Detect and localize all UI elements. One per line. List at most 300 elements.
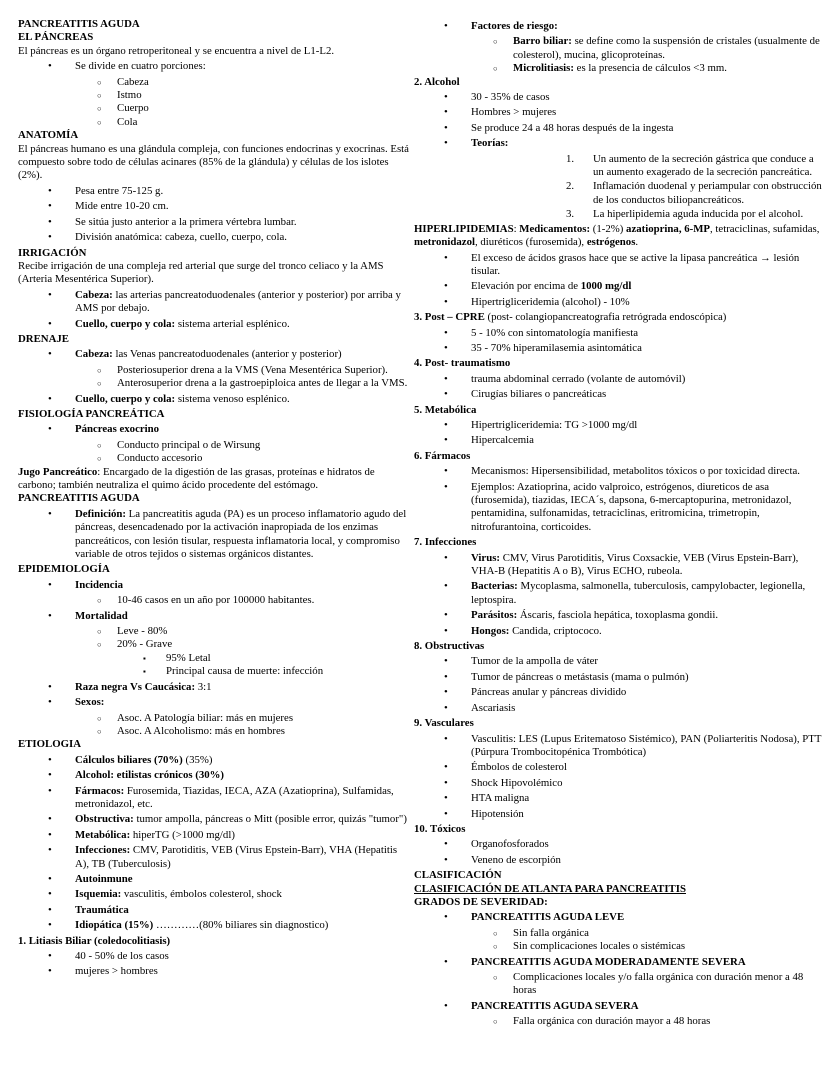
text-run: trauma abdominal cerrado (volante de automóvil) (471, 372, 686, 385)
text-run: Idiopática (15%) (75, 919, 154, 932)
sub-bullet-item (18, 725, 412, 738)
bullet-icon: • (48, 888, 52, 901)
bullet-item (414, 122, 822, 135)
text-run: HTA maligna (471, 792, 530, 805)
circle-bullet-icon: ○ (97, 91, 102, 101)
section-heading (414, 869, 822, 882)
text-run: Cálculos biliares (70%) (75, 753, 183, 766)
text-run: (post- colangiopancreatografia retrógrada endoscópica) (484, 311, 727, 324)
text-run: Conducto accesorio (117, 452, 203, 465)
bullet-item (18, 844, 412, 871)
bullet-icon: • (444, 106, 448, 119)
section-heading (18, 129, 412, 142)
section-heading (18, 935, 412, 948)
numbered-item (414, 208, 822, 221)
sub-sub-bullet-item (18, 652, 412, 665)
bullet-item (414, 580, 822, 607)
bullet-icon: • (48, 680, 52, 693)
bullet-icon: • (444, 955, 448, 968)
circle-bullet-icon: ○ (97, 365, 102, 375)
bullet-item (18, 919, 412, 932)
text-run: Hipertrigliceridemia (alcohol) - 10% (471, 295, 630, 308)
text-run: Vasculitis: LES (Lupus Eritematoso Sistémico), PAN (Poliarteritis Nodosa), PTT (Púrpura Trombocitopénica Trombótica) (471, 732, 822, 758)
text-run: Virus: (471, 551, 500, 564)
sub-bullet-item (18, 638, 412, 651)
text-run: Cabeza: (75, 288, 113, 301)
bullet-item (18, 231, 412, 244)
text-run: (35%) (182, 753, 213, 766)
circle-bullet-icon: ○ (97, 454, 102, 464)
text-run: 3:1 (195, 680, 212, 693)
text-run: El exceso de ácidos grasos hace que se active la lipasa pancreática → lesión tisular. (471, 251, 800, 277)
text-run: 1000 mg/dl (580, 280, 632, 293)
text-run: metronidazol (414, 236, 475, 249)
text-run: Raza negra Vs Caucásica: (75, 680, 196, 693)
text-run: Autoinmune (75, 872, 133, 885)
text-run: Elevación por encima de (471, 280, 581, 293)
section-heading (414, 640, 822, 653)
bullet-item (414, 327, 822, 340)
text-run: 20% - Grave (117, 638, 173, 651)
text-run: Teorías: (471, 137, 509, 150)
bullet-icon: • (48, 507, 52, 520)
text-run: Sexos: (75, 696, 105, 709)
bullet-icon: • (444, 280, 448, 293)
text-run: 2. Alcohol (414, 75, 460, 88)
section-heading (18, 738, 412, 751)
bullet-item (414, 956, 822, 969)
bullet-icon: • (444, 701, 448, 714)
bullet-item (414, 609, 822, 622)
text-run: 3. Post – CPRE (414, 311, 485, 324)
bullet-icon: • (48, 184, 52, 197)
paragraph (414, 223, 822, 250)
text-run: hiperTG (>1000 mg/dl) (130, 828, 235, 841)
text-run: ETIOLOGIA (18, 738, 81, 751)
sub-bullet-item (414, 940, 822, 953)
text-run: Principal causa de muerte: infección (166, 665, 324, 678)
bullet-icon: • (444, 999, 448, 1012)
text-run: 7. Infecciones (414, 536, 477, 549)
bullet-icon: • (444, 251, 448, 264)
text-run: 1. Litiasis Biliar (coledocolitiasis) (18, 934, 171, 947)
text-run: PANCREATITIS AGUDA (18, 18, 140, 30)
text-run: La pancreatitis aguda (PA) es un proceso inflamatorio agudo del páncreas, desencadenado por la activación inapropiada de los enzimas pancreáticos, con lesión tisular, respuesta inflamatoria local, y compromiso variable de otros tejidos o sistemas orgánicos distantes. (75, 507, 407, 561)
bullet-item (414, 733, 822, 760)
bullet-icon: • (444, 609, 448, 622)
text-run: Definición: (75, 507, 126, 520)
text-run: Tumor de páncreas o metástasis (mama o pulmón) (471, 670, 689, 683)
section-heading (414, 823, 822, 836)
number-label: 1. (566, 152, 575, 165)
section-heading (414, 76, 822, 89)
text-run: 95% Letal (166, 651, 211, 664)
text-run: Asoc. A Patología biliar: más en mujeres (117, 711, 294, 724)
circle-bullet-icon: ○ (97, 77, 102, 87)
sub-bullet-item (18, 89, 412, 102)
bullet-item (18, 696, 412, 709)
text-run: El páncreas es un órgano retroperitoneal y se encuentra a nivel de L1-L2. (18, 44, 335, 57)
bullet-icon: • (48, 753, 52, 766)
bullet-icon: • (444, 911, 448, 924)
text-run: azatioprina, 6-MP (626, 222, 711, 235)
text-run: Cola (117, 115, 138, 128)
bullet-item (414, 342, 822, 355)
text-run: Ejemplos: Azatioprina, acido valproico, estrógenos, diureticos de asa (furosemida), tiazidas, IECA´s, dapsona, 6-mercaptopurina, metronidazol, pentamidina, sulfonamidas, tetraciclinas, eritromicina, trimetropin, nitrofurantoina, corticoides. (471, 480, 792, 533)
bullet-icon: • (444, 91, 448, 104)
text-run: sistema arterial esplénico. (175, 317, 290, 330)
text-run: Cabeza: (75, 348, 113, 361)
bullet-item (414, 20, 822, 33)
bullet-icon: • (48, 317, 52, 330)
text-run: Sin complicaciones locales o sistémicas (513, 940, 686, 953)
text-run: DRENAJE (18, 332, 69, 345)
paragraph (18, 466, 412, 493)
bullet-item (414, 671, 822, 684)
bullet-item (18, 289, 412, 316)
text-run: Infecciones: (75, 844, 131, 857)
text-run: es la presencia de cálculos <3 mm. (573, 62, 727, 75)
circle-bullet-icon: ○ (493, 973, 498, 982)
bullet-icon: • (444, 776, 448, 789)
bullet-item (18, 754, 412, 767)
section-heading (414, 450, 822, 463)
circle-bullet-icon: ○ (97, 596, 102, 606)
circle-bullet-icon: ○ (97, 640, 102, 650)
bullet-icon: • (444, 295, 448, 308)
bullet-item (414, 465, 822, 478)
text-run: Cuello, cuerpo y cola: (75, 317, 176, 330)
bullet-icon: • (48, 423, 52, 436)
document-column-right (414, 18, 822, 1071)
bullet-item (414, 552, 822, 579)
bullet-icon: • (48, 288, 52, 301)
bullet-item (18, 60, 412, 73)
text-run: las Venas pancreatoduodenales (anterior y posterior) (112, 348, 342, 361)
bullet-icon: • (48, 903, 52, 916)
text-run: Fármacos: (75, 784, 125, 797)
bullet-item (414, 91, 822, 104)
text-run: Veneno de escorpión (471, 853, 561, 866)
bullet-icon: • (48, 965, 52, 978)
text-run: Cirugías biliares o pancreáticas (471, 388, 607, 401)
text-run: Cuerpo (117, 102, 149, 115)
section-heading (414, 883, 822, 896)
circle-bullet-icon: ○ (97, 440, 102, 450)
bullet-item (18, 610, 412, 623)
bullet-icon: • (48, 919, 52, 932)
bullet-icon: • (48, 392, 52, 405)
text-run: Incidencia (75, 578, 123, 591)
bullet-item (414, 419, 822, 432)
bullet-icon: • (444, 372, 448, 385)
text-run: PANCREATITIS AGUDA LEVE (471, 911, 625, 924)
sub-bullet-item (414, 971, 822, 998)
text-run: IRRIGACIÓN (18, 246, 87, 259)
bullet-item (18, 200, 412, 213)
text-run: …………(80% biliares sin diagnostico) (153, 919, 329, 932)
paragraph (18, 45, 412, 58)
bullet-item (414, 854, 822, 867)
bullet-icon: • (48, 609, 52, 622)
bullet-icon: • (444, 761, 448, 774)
sub-bullet-item (18, 116, 412, 129)
bullet-item (18, 769, 412, 782)
text-run: Bacterias: (471, 580, 518, 593)
sub-bullet-item (18, 439, 412, 452)
text-run: : Encargado de la digestión de las grasas, proteínas e hidratos de carbono; también neutraliza el quimo ácido procedente del estómago. (18, 465, 375, 491)
circle-bullet-icon: ○ (97, 117, 102, 127)
bullet-icon: • (48, 784, 52, 797)
text-run: Hipercalcemia (471, 434, 534, 447)
text-run: Se divide en cuatro porciones: (75, 60, 206, 73)
text-run: Complicaciones locales y/o falla orgánica con duración menor a 48 horas (513, 971, 804, 997)
text-run: Hipertrigliceridemia: TG >1000 mg/dl (471, 418, 638, 431)
text-run: sistema venoso esplénico. (175, 392, 290, 405)
bullet-item (18, 904, 412, 917)
square-bullet-icon: ▪ (143, 653, 146, 663)
text-run: mujeres > hombres (75, 965, 158, 978)
sub-bullet-item (18, 625, 412, 638)
text-run: Recibe irrigación de una compleja red arterial que surge del tronco celiaco y la AMS (Arteria Mesentérica Superior). (18, 259, 384, 286)
paragraph (18, 260, 412, 287)
bullet-icon: • (444, 20, 448, 32)
bullet-icon: • (444, 807, 448, 820)
sub-bullet-item (414, 927, 822, 940)
text-run: Tumor de la ampolla de váter (471, 655, 599, 668)
text-run: 4. Post- traumatismo (414, 357, 511, 370)
bullet-item (414, 702, 822, 715)
sub-bullet-item (18, 712, 412, 725)
circle-bullet-icon: ○ (97, 379, 102, 389)
bullet-item (414, 373, 822, 386)
circle-bullet-icon: ○ (97, 104, 102, 114)
document-column-left (18, 18, 414, 1071)
bullet-icon: • (444, 655, 448, 668)
text-run: Organofosforados (471, 838, 549, 851)
section-heading (18, 333, 412, 346)
bullet-icon: • (48, 844, 52, 857)
text-run: 8. Obstructivas (414, 640, 485, 653)
bullet-icon: • (48, 950, 52, 962)
bullet-item (414, 434, 822, 447)
bullet-icon: • (48, 769, 52, 782)
text-run: 5 - 10% con sintomatología manifiesta (471, 326, 639, 339)
bullet-icon: • (444, 853, 448, 866)
text-run: 35 - 70% hiperamilasemia asintomática (471, 341, 642, 354)
text-run: estrógenos (586, 236, 636, 249)
bullet-item (18, 888, 412, 901)
bullet-icon: • (48, 696, 52, 709)
section-heading (18, 247, 412, 260)
text-run: Mycoplasma, salmonella, tuberculosis, campylobacter, legionella, leptospira. (471, 580, 806, 606)
text-run: Microlitiasis: (513, 62, 574, 75)
text-run: HIPERLIPIDEMIAS (414, 222, 514, 235)
bullet-icon: • (444, 624, 448, 637)
text-run: . (635, 236, 639, 249)
text-run: 9. Vasculares (414, 717, 474, 730)
text-run: Cuello, cuerpo y cola: (75, 392, 176, 405)
text-run: las arterias pancreatoduodenales (anterior y posterior) por arriba y AMS por debajo. (75, 288, 401, 315)
section-heading (18, 31, 412, 44)
text-run: 6. Fármacos (414, 449, 471, 462)
bullet-item (414, 252, 822, 279)
bullet-item (414, 106, 822, 119)
text-run: Ascariasis (471, 701, 516, 714)
text-run: CMV, Virus Parotiditis, Virus Coxsackie, VEB (Virus Epstein-Barr), VHA-B (Hepatitis A o B), Virus ECHO, rubeola. (471, 551, 799, 578)
circle-bullet-icon: ○ (97, 726, 102, 736)
text-run: vasculitis, émbolos colesterol, shock (121, 888, 282, 901)
text-run: Obstructiva: (75, 813, 134, 826)
bullet-icon: • (444, 480, 448, 493)
bullet-item (414, 280, 822, 293)
text-run: Mide entre 10-20 cm. (75, 200, 169, 213)
text-run: FISIOLOGÍA PANCREÁTICA (18, 407, 165, 420)
circle-bullet-icon: ○ (493, 1017, 498, 1027)
bullet-item (414, 808, 822, 821)
bullet-item (18, 950, 412, 963)
bullet-item (414, 911, 822, 924)
sub-bullet-item (18, 364, 412, 377)
bullet-item (414, 655, 822, 668)
circle-bullet-icon: ○ (97, 713, 102, 723)
bullet-item (414, 388, 822, 401)
text-run: , diuréticos (furosemida), (474, 236, 587, 249)
sub-bullet-item (18, 594, 412, 607)
square-bullet-icon: ▪ (143, 667, 146, 677)
text-run: Furosemida, Tiazidas, IECA, AZA (Azatioprina), Sulfamidas, metronidazol, etc. (75, 784, 394, 810)
numbered-item (414, 180, 822, 207)
text-run: El páncreas humano es una glándula compleja, con funciones endocrinas y exocrinas. Está compuesto sobre todo de células acinares (85% de la glándula) y células de los islotes (2%). (18, 142, 409, 182)
bullet-item (18, 348, 412, 361)
sub-bullet-item (18, 377, 412, 390)
bullet-item (18, 423, 412, 436)
text-run: Cabeza (117, 75, 149, 88)
text-run: 10-46 casos en un año por 100000 habitantes. (117, 594, 315, 607)
circle-bullet-icon: ○ (493, 64, 498, 74)
number-label: 3. (566, 208, 575, 221)
text-run: Istmo (117, 89, 142, 102)
section-heading (414, 311, 822, 324)
bullet-icon: • (48, 348, 52, 361)
bullet-item (18, 318, 412, 331)
bullet-icon: • (48, 828, 52, 841)
sub-bullet-item (18, 76, 412, 89)
bullet-icon: • (444, 418, 448, 431)
circle-bullet-icon: ○ (493, 37, 498, 47)
text-run: La hiperlipidemia aguda inducida por el alcohol. (593, 208, 804, 221)
number-label: 2. (566, 180, 575, 193)
text-run: 10. Tóxicos (414, 822, 466, 835)
text-run: Inflamación duodenal y periampular con obstrucción de los conductos biliopancreáticos. (593, 180, 822, 206)
bullet-item (414, 838, 822, 851)
section-heading (414, 717, 822, 730)
text-run: Hombres > mujeres (471, 106, 557, 119)
text-run: Mortalidad (75, 609, 128, 622)
text-run: 30 - 35% de casos (471, 91, 550, 104)
bullet-item (18, 873, 412, 886)
text-run: PANCREATITIS AGUDA SEVERA (471, 999, 639, 1012)
bullet-icon: • (444, 121, 448, 134)
text-run: Jugo Pancreático (18, 465, 98, 478)
text-run: Isquemia: (75, 888, 122, 901)
section-heading (18, 492, 412, 505)
text-run: Páncreas anular y páncreas dividido (471, 686, 627, 699)
text-run: Barro biliar: (513, 35, 572, 48)
text-run: Posteriosuperior drena a la VMS (Vena Mesentérica Superior). (117, 363, 388, 376)
bullet-icon: • (444, 341, 448, 354)
bullet-icon: • (48, 231, 52, 244)
text-run: PANCREATITIS AGUDA MODERADAMENTE SEVERA (471, 955, 746, 968)
bullet-item (18, 216, 412, 229)
text-run: Áscaris, fasciola hepática, toxoplasma gondii. (517, 609, 719, 622)
text-run: ANATOMÍA (18, 129, 79, 142)
bullet-item (18, 185, 412, 198)
bullet-icon: • (444, 792, 448, 805)
bullet-item (414, 761, 822, 774)
section-heading (414, 896, 822, 909)
text-run: Metabólica: (75, 828, 131, 841)
text-run: Shock Hipovolémico (471, 776, 563, 789)
text-run: EL PÁNCREAS (18, 31, 94, 44)
bullet-item (18, 393, 412, 406)
section-heading (414, 404, 822, 417)
bullet-icon: • (48, 872, 52, 885)
text-run: Anterosuperior drena a la gastroepiploica antes de llegar a la VMS. (117, 377, 408, 390)
text-run: Falla orgánica con duración mayor a 48 horas (513, 1015, 711, 1028)
bullet-icon: • (48, 215, 52, 228)
text-run: División anatómica: cabeza, cuello, cuerpo, cola. (75, 231, 287, 244)
text-run: Sin falla orgánica (513, 926, 589, 939)
sub-bullet-item (18, 452, 412, 465)
text-run: Páncreas exocrino (75, 423, 160, 436)
text-run: , tetraciclinas, sufamidas, (710, 222, 820, 235)
bullet-item (18, 681, 412, 694)
text-run: GRADOS DE SEVERIDAD: (414, 895, 548, 908)
text-run: Parásitos: (471, 609, 518, 622)
circle-bullet-icon: ○ (493, 928, 498, 938)
paragraph (18, 143, 412, 183)
text-run: EPIDEMIOLOGÍA (18, 563, 110, 576)
section-heading (414, 536, 822, 549)
text-run: Se sitúa justo anterior a la primera vértebra lumbar. (75, 215, 297, 228)
bullet-item (414, 481, 822, 535)
text-run: CLASIFICACIÓN DE ATLANTA PARA PANCREATITIS (414, 882, 686, 895)
bullet-item (18, 829, 412, 842)
circle-bullet-icon: ○ (493, 942, 498, 952)
sub-bullet-item (414, 35, 822, 62)
bullet-icon: • (444, 580, 448, 593)
section-heading (18, 18, 412, 31)
bullet-item (414, 1000, 822, 1013)
circle-bullet-icon: ○ (97, 627, 102, 637)
text-run: Émbolos de colesterol (471, 761, 567, 774)
bullet-icon: • (444, 551, 448, 564)
text-run: Factores de riesgo: (471, 20, 558, 32)
bullet-icon: • (444, 670, 448, 683)
bullet-item (414, 625, 822, 638)
bullet-item (18, 579, 412, 592)
text-run: CMV, Parotiditis, VEB (Virus Epstein-Barr), VHA (Hepatitis A), TB (Tuberculosis) (75, 844, 398, 870)
bullet-icon: • (48, 200, 52, 213)
text-run: (1-2%) (590, 222, 627, 235)
sub-bullet-item (414, 62, 822, 75)
bullet-icon: • (48, 578, 52, 591)
text-run: Mecanismos: Hipersensibilidad, metabolitos tóxicos o por toxicidad directa. (471, 465, 800, 478)
text-run: : (513, 222, 520, 235)
bullet-icon: • (48, 813, 52, 826)
text-run: Pesa entre 75-125 g. (75, 184, 164, 197)
